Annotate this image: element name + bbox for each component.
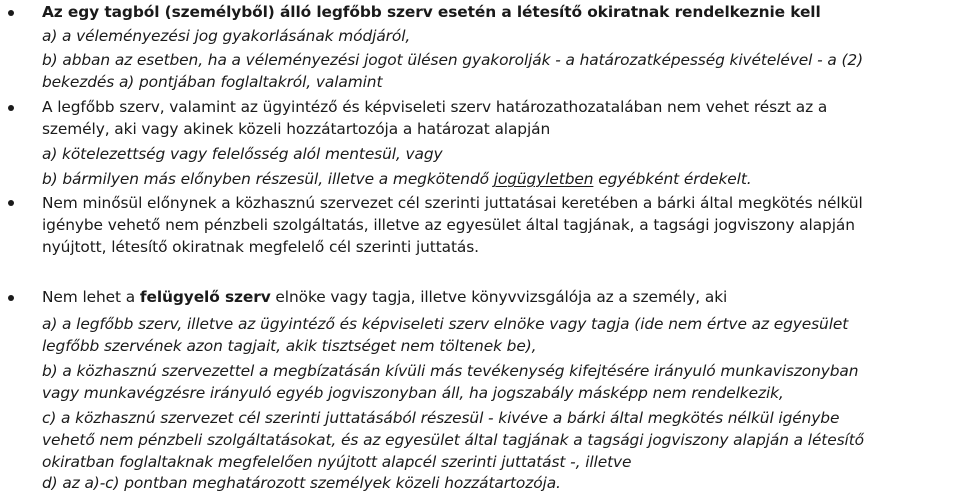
bullet-4-point-a-line-1: a) a legfőbb szerv, illetve az ügyintéző és képviseleti szerv elnöke vagy tagja (ide nem értve az egyesület [42, 315, 849, 333]
bullet-2-point-b-text: b) bármilyen más előnyben részesül, illetve a megkötendő [42, 170, 494, 188]
bullet-1-point-b-line-2: bekezdés a) pontjában foglaltakról, valamint [42, 73, 383, 91]
bullet-dot [8, 200, 14, 206]
bullet-4-intro-text: Nem lehet a [42, 288, 140, 306]
bullet-dot [8, 105, 14, 111]
bullet-3-line-2: igénybe vehető nem pénzbeli szolgáltatás, illetve az egyesület által tagjának, a tagsági jogviszony alapján [42, 216, 855, 234]
bullet-4-point-b-line-2: vagy munkavégzésre irányuló egyéb jogviszonyban áll, ha jogszabály másképp nem rendelkezik, [42, 384, 784, 402]
bullet-1-point-b-line-1: b) abban az esetben, ha a véleményezési jogot ülésen gyakorolják - a határozatképesség kivételével - a (2) [42, 51, 863, 69]
bullet-3-line-3: nyújtott, létesítő okiratnak megfelelő cél szerinti juttatás. [42, 238, 479, 256]
bullet-1-heading: Az egy tagból (személyből) álló legfőbb szerv esetén a létesítő okiratnak rendelkeznie kell [42, 3, 821, 21]
bullet-2-line-2: személy, aki vagy akinek közeli hozzátartozója a határozat alapján [42, 120, 551, 138]
bullet-dot [8, 10, 14, 16]
bullet-1-point-a: a) a véleményezési jog gyakorlásának módjáról, [42, 27, 411, 45]
bullet-4-point-c-line-2: vehető nem pénzbeli szolgáltatásokat, és az egyesület által tagjának a tagsági jogviszony alapján a létesítő [42, 431, 864, 449]
bullet-4-point-d: d) az a)-c) pontban meghatározott személyek közeli hozzátartozója. [42, 474, 561, 492]
bullet-4-point-c-line-3: okiratban foglaltaknak megfelelően nyújtott alapcél szerinti juttatást -, illetve [42, 453, 632, 471]
bullet-3-line-1: Nem minősül előnynek a közhasznú szervezet cél szerinti juttatásai keretében a bárki által megkötés nélkül [42, 194, 863, 212]
bullet-4-point-a-line-2: legfőbb szervének azon tagjait, akik tisztséget nem töltenek be), [42, 337, 537, 355]
bullet-4-point-b-line-1: b) a közhasznú szervezettel a megbízatásán kívüli más tevékenység kifejtésére irányuló munkaviszonyban [42, 362, 859, 380]
bullet-2-point-b [42, 169, 752, 189]
underlined-term: jogügyletben [493, 170, 594, 188]
bullet-2-point-b-tail: egyébként érdekelt. [593, 170, 752, 188]
bullet-4-intro-tail: elnöke vagy tagja, illetve könyvvizsgálója az a személy, aki [270, 288, 728, 306]
bullet-4-point-c-line-1: c) a közhasznú szervezet cél szerinti juttatásából részesül - kivéve a bárki által megkötés nélkül igénybe [42, 409, 840, 427]
bold-term: felügyelő szerv [139, 288, 271, 306]
bullet-4-intro [42, 287, 727, 307]
bullet-dot [8, 295, 14, 301]
bullet-2-point-a: a) kötelezettség vagy felelősség alól mentesül, vagy [42, 145, 443, 163]
bullet-2-line-1: A legfőbb szerv, valamint az ügyintéző és képviseleti szerv határozathozatalában nem vehet részt az a [42, 98, 828, 116]
